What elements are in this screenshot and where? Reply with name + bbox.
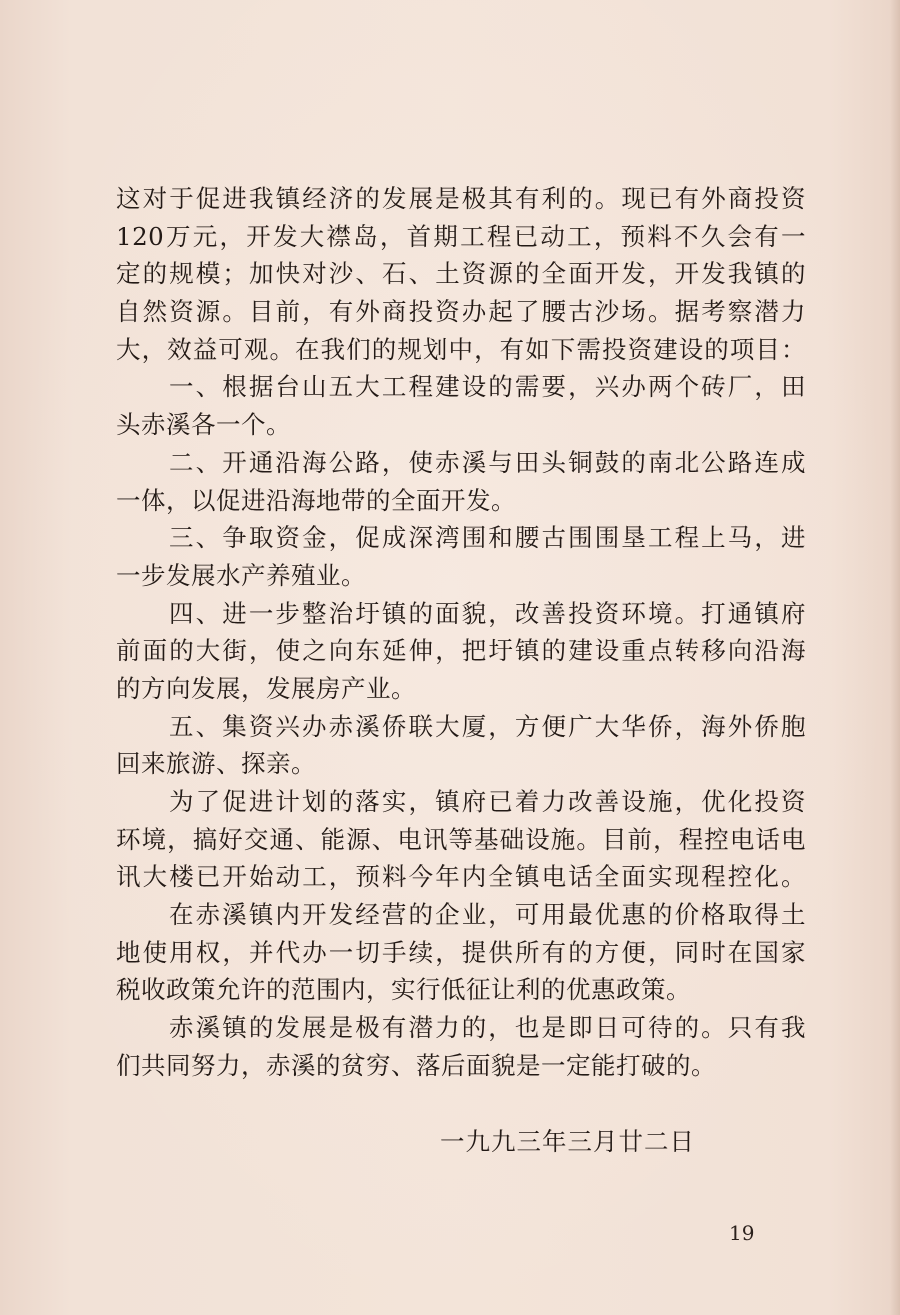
text-line: 为了促进计划的落实，镇府已着力改善设施，优化投资: [169, 787, 806, 816]
text-line: 前面的大街，使之向东延伸，把圩镇的建设重点转移向沿海: [116, 636, 806, 666]
text-line: 定的规模；加快对沙、石、土资源的全面开发，开发我镇的: [116, 259, 806, 289]
text-line: 的方向发展，发展房产业。: [116, 673, 416, 703]
text-line: 地使用权，并代办一切手续，提供所有的方便，同时在国家: [116, 937, 806, 967]
text-line: 回来旅游、探亲。: [116, 749, 316, 779]
text-line: 一步发展水产养殖业。: [116, 560, 366, 590]
text-line: 五、集资兴办赤溪侨联大厦，方便广大华侨，海外侨胞: [169, 711, 806, 741]
text-line: 四、进一步整治圩镇的面貌，改善投资环境。打通镇府: [169, 598, 806, 628]
document-date: 一九九三年三月廿二日: [440, 1127, 695, 1156]
text-line: 大，效益可观。在我们的规划中，有如下需投资建设的项目：: [116, 334, 806, 364]
text-line: 环境，搞好交通、能源、电讯等基础设施。目前，程控电话电: [116, 824, 806, 854]
text-line: 税收政策允许的范围内，实行低征让利的优惠政策。: [116, 975, 691, 1005]
text-line: 头赤溪各一个。: [116, 410, 291, 440]
text-line: 赤溪镇的发展是极有潜力的，也是即日可待的。只有我: [169, 1013, 806, 1043]
text-line: 120万元，开发大襟岛，首期工程已动工，预料不久会有一: [116, 221, 806, 251]
paper-edge: [890, 0, 900, 1315]
text-line: 二、开通沿海公路，使赤溪与田头铜鼓的南北公路连成: [169, 447, 806, 477]
text-line: 讯大楼已开始动工，预料今年内全镇电话全面实现程控化。: [116, 862, 806, 892]
body-text: [116, 180, 806, 1085]
text-line: 在赤溪镇内开发经营的企业，可用最优惠的价格取得土: [169, 900, 806, 930]
text-line: 一体，以促进沿海地带的全面开发。: [116, 485, 516, 515]
text-line: 一、根据台山五大工程建设的需要，兴办两个砖厂，田: [169, 372, 806, 402]
text-line: 自然资源。目前，有外商投资办起了腰古沙场。据考察潜力: [116, 297, 806, 327]
page-number: 19: [729, 1221, 755, 1245]
text-line: 们共同努力，赤溪的贫穷、落后面貌是一定能打破的。: [116, 1050, 716, 1080]
text-line: 三、争取资金，促成深湾围和腰古围围垦工程上马，进: [169, 523, 806, 553]
text-line: 这对于促进我镇经济的发展是极其有利的。现已有外商投资: [116, 184, 806, 213]
